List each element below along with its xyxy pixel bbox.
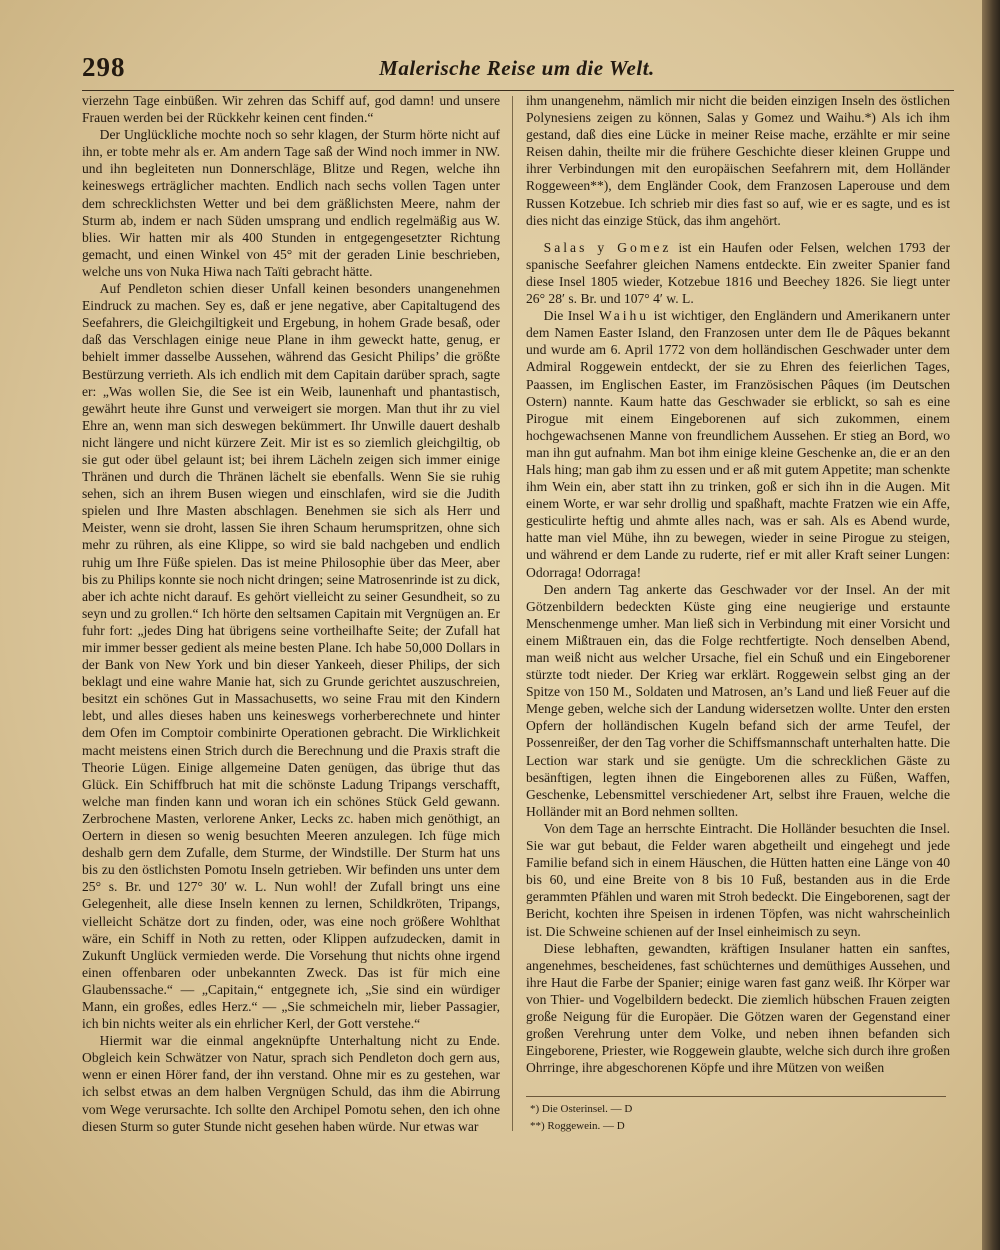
footnote: **) Roggewein. — D [530, 1120, 625, 1132]
page-header [82, 52, 952, 86]
paragraph: Den andern Tag ankerte das Geschwader vor der Insel. An der mit Götzenbildern bedeckten Küste ging eine neugierige und erstaunte Menschenmenge umher. Man ließ sich in Verbindung mit einer Vorsicht und einem Mißtrauen ein, das die Folge rechtfertigte. Noch denselben Abend, man weiß nicht aus welcher Ursache, fiel ein Schuß und ein Eingeborener stürzte todt nieder. Der Krieg war erklärt. Roggewein selbst ging an der Spitze von 150 M., Soldaten und Matrosen, an’s Land und ließ Feuer auf die Menge geben, welche sich der Landung widersetzen wollte. Unter den ersten Opfern der holländischen Kugeln befand sich der arme Teufel, der Possenreißer, der den Tag vorher die Schiffsmannschaft unterhalten hatte. Die Lection war stark und sie genügte. Um die schrecklichen Gäste zu besänftigen, legten ihnen die Eingeborenen alles zu Füßen, Waffen, Geschenke, Lebensmittel verschiedener Art, selbst ihre Frauen, welche die Holländer mit an Bord nehmen sollten. [526, 581, 950, 819]
paragraph: Von dem Tage an herrschte Eintracht. Die Holländer besuchten die Insel. Sie war gut bebaut, die Felder waren abgetheilt und eingehegt und jede Familie befand sich in einem Häuschen, die Hütten hatten eine Länge von 40 bis 60, und eine Breite von 8 bis 10 Fuß, bestanden aus in die Erde gerammten Pfählen und waren mit Stroh bedeckt. Die Eingeborenen, sagt der Bericht, kochten ihre Speisen in irdenen Töpfen, was nicht wahrscheinlich ist. Die Schweine schienen auf der Insel einheimisch zu seyn. [526, 820, 950, 939]
header-rule [82, 90, 954, 91]
paragraph: ihm unangenehm, nämlich mir nicht die beiden einzigen Inseln des östlichen Polynesiens zeigen zu können, Salas y Gomez und Waihu.*) Als ich ihm gestand, daß dies eine Lücke in meiner Reise mache, erzählte er mir seine Reisen dahin, theilte mir die frühere Geschichte dieser kleinen Gruppe und ihrer Verbindungen mit den europäischen Seefahrern mit, dem Holländer Roggeween**), dem Engländer Cook, dem Franzosen Laperouse und dem Russen Kotzebue. Ich schrieb mir dies fast so auf, wie er es sagte, und es ist dies nicht das einzige Stück, das ihm angehört. [526, 93, 950, 228]
paragraph-text: ist wichtiger, den Engländern und Amerikanern unter dem Namen Easter Island, den Franzosen unter dem Ile de Pâques bekannt und wurde am 6. April 1772 von dem holländischen Geschwader unter dem Admiral Roggewein entdeckt, der sie zu Ehren des feierlichen Tages, Paassen, im Englischen Easter, im Französischen Pâques (im Deutschen Ostern) nannte. Kaum hatte das Geschwader sie erblickt, so sah es eine Pirogue mit einem Eingeborenen auf sich zukommen, einem hochgewachsenen Manne von freundlichem Aussehen. Er stieg an Bord, wo man ihn gut aufnahm. Man bot ihm einige kleine Geschenke an, die er an den Hals hing; man gab ihm zu essen und er aß mit gutem Appetite; man schenkte ihm Wein ein, aber statt ihn zu trinken, goß er sich ihn in die Augen. Mit einem Worte, er war sehr drollig und spaßhaft, machte Fratzen wie ein Affe, gesticulirte heftig und ahmte alles nach, was er sah. Als es Abend wurde, hatte man viel Mühe, ihn zu bewegen, wieder in seine Pirogue zu steigen, und während er dem Lande zu ruderte, rief er mit aller Kraft seiner Lungen: Odorraga! Odorraga! [526, 308, 950, 580]
right-column [526, 92, 950, 1076]
paragraph: Der Unglückliche mochte noch so sehr klagen, der Sturm hörte nicht auf ihn, er tobte mehr als er. Am andern Tage saß der Wind noch immer in NW. und ihn begleiteten nun Donnerschläge, Blitze und Regen, welche ihn keineswegs erträglicher machten. Endlich nach sechs vollen Tagen unter dem schrecklichsten Wetter und bei dem gräßlichsten Meere, nahm der Sturm ab, indem er nach Süden umsprang und endlich regelmäßig aus W. blies. Wir hatten mir als 400 Stunden in entgegengesetzter Richtung gemacht, und einen Winkel von 45° mit der geraden Linie beschrieben, welche uns von Nuka Hiwa nach Taïti gebracht hätte. [82, 127, 500, 279]
running-title: Malerische Reise um die Welt. [379, 56, 655, 80]
paragraph-waihu [526, 307, 950, 581]
paragraph: Diese lebhaften, gewandten, kräftigen Insulaner hatten ein sanftes, angenehmes, bescheidenes, fast schüchternes und demüthiges Aussehen, und ihre Haut die Farbe der Spanier; einige waren fast ganz weiß. Ihr Körper war von Thier- und Vogelbildern bedeckt. Die ziemlich hübschen Frauen zeigten große Neigung für die Europäer. Die Götzen waren der Gegenstand einer großen Verehrung unter dem Volke, und neben ihnen befanden sich Eingeborene, Priester, wie Roggewein glaubte, welche sich durch ihre großen Ohrringe, ihre abgeschorenen Köpfe und ihre Mützen von weißen [526, 940, 950, 1076]
spaced-name: Salas y Gomez [543, 239, 672, 255]
paragraph-lead: Die Insel [543, 308, 599, 324]
page-number: 298 [82, 52, 126, 82]
column-divider [512, 96, 513, 1131]
paragraph: vierzehn Tage einbüßen. Wir zehren das Schiff auf, god damn! und unsere Frauen werden bei der Rückkehr keinen cent finden.“ [82, 93, 500, 126]
left-column [82, 92, 500, 1135]
book-spine-edge [982, 0, 1000, 1250]
paragraph: Auf Pendleton schien dieser Unfall keinen besonders unangenehmen Eindruck zu machen. Sey es, daß er jene negative, aber Capitaltugend des Seefahrers, die Gleichgiltigkeit und Ergebung, in hohem Grade besaß, oder daß das Verschlagen einige neue Plane in ihm geweckt hatte, genug, er behielt immer dasselbe Aussehen, während das Gesicht Philips’ die größte Bestürzung verrieth. Als ich endlich mit dem Capitain darüber sprach, sagte er: „Was wollen Sie, die See ist ein Weib, launenhaft und phantastisch, gewährt heute ihre Gunst und verweigert sie morgen. Man thut ihr zu viel Ehre an, wenn man sich deswegen bekümmert. Ihr Unwille dauert deshalb nicht längere und nicht kürzere Zeit. Mir ist es so ziemlich gleichgiltig, ob sie gut oder übel gelaunt ist; bei ihrem Lächeln zeigen sich immer einige Thränen und durch die Thränen lächelt sie ebenfalls. Wenn Sie sie ruhig sehen, sich an ihrem Busen wiegen und einschlafen, wird sie die Judith spielen und Ihre Masten abschlagen. Benehmen sie sich als Herr und Meister, wenn sie droht, lassen Sie ihren Schaum herumspritzen, ohne sich mehr zu rühren, als eine Klippe, so wird sie bald nachgeben und endlich ruhig um Ihre Füße spielen. Das ist meine Philosophie über das Meer, aber bis zu Philips konnte sie noch nicht dringen; seine Matrosenrinde ist zu dick, aber ich achte nicht darauf. Es gehört vielleicht zu seiner Gesundheit, so zu seyn und zu grollen.“ Ich hörte den seltsamen Capitain mit Vergnügen an. Er fuhr fort: „jedes Ding hat übrigens seine vortheilhafte Seite; der Zufall hat mir immer besser gedient als meine besten Plane. Ich habe 50,000 Dollars in der Bank von New York und bin dieser Yankeeh, dieser Philips, der sich beklagt und eine wahre Manie hat, sich zu Grunde gerichtet auszuschreien, besitzt ein schönes Gut in Massachusetts, wo seine Frau mit den Kindern lebt, und alles dieses haben uns keineswegs vorherberechnete und hinter dem Ofen im Comptoir combinirte Operationen gebracht. Die Wirklichkeit macht meistens einen Strich durch die Berechnung und die Praxis straft die Theorie Lügen. Einige allgemeine Daten genügen, das übrige thut das Glück. Ein Schiffbruch hat mit die schönste Ladung Tripangs verschafft, welche man finden kann und woran ich ein schönes Stück Geld gewann. Zerbrochene Masten, verlorene Anker, Lecks zc. haben mich genöthigt, an Oertern in diesen so wenig besuchten Meeren anzulegen. Ich füge mich deshalb gern dem Zufalle, dem Sturme, der Windstille. Der Sturm hat uns bis zu den östlichsten Pomotu Inseln getrieben. Wir befinden uns unter dem 25° s. Br. und 127° 30′ w. L. Nun wohl! der Zufall bringt uns eine Gelegenheit, alle diese Inseln kennen zu lernen, Schildkröten, Tripangs, vielleicht Schätze dort zu finden, oder, was eine noch größere Wohlthat wäre, ein Schiff in Noth zu retten, oder Klippen aufzudecken, damit in Zukunft Unglück vermieden werde. Die Vorsehung thut nichts ohne irgend einen offenbaren oder unbekannten Zweck. Das ist für mich eine Glaubenssache.“ — „Capitain,“ entgegnete ich, „Sie sind ein würdiger Mann, ein großes, edles Herz.“ — „Sie schmeicheln mir, lieber Passagier, ich bin nichts weiter als ein ehrlicher Kerl, der Gott verstehe.“ [82, 281, 500, 1032]
paragraph: Hiermit war die einmal angeknüpfte Unterhaltung nicht zu Ende. Obgleich kein Schwätzer von Natur, sprach sich Pendleton doch gern aus, wenn er einen Hörer fand, der ihn verstand. Ohne mir es zu gestehen, war ich selbst etwas an dem halben Vergnügen Schuld, das ihm die Abirrung vom Wege verursachte. Ich sollte den Archipel Pomotu sehen, den ich ohne diesen Sturm so guter Stunde nicht gesehen haben würde. Nur etwas war [82, 1033, 500, 1134]
paragraph-text: ist ein Haufen oder Felsen, welchen 1793 der spanische Seefahrer gleichen Namens entdeckte. Ein zweiter Spanier fand diese Insel 1805 wieder, Kotzebue 1816 und Beechey 1826. Sie liegt unter 26° 28′ s. Br. und 107° 4′ w. L. [526, 239, 950, 307]
paragraph-salas-y-gomez [526, 239, 950, 307]
spaced-name: Waihu [598, 308, 650, 324]
footnotes [526, 1096, 946, 1135]
footnote: *) Die Osterinsel. — D [530, 1103, 633, 1115]
